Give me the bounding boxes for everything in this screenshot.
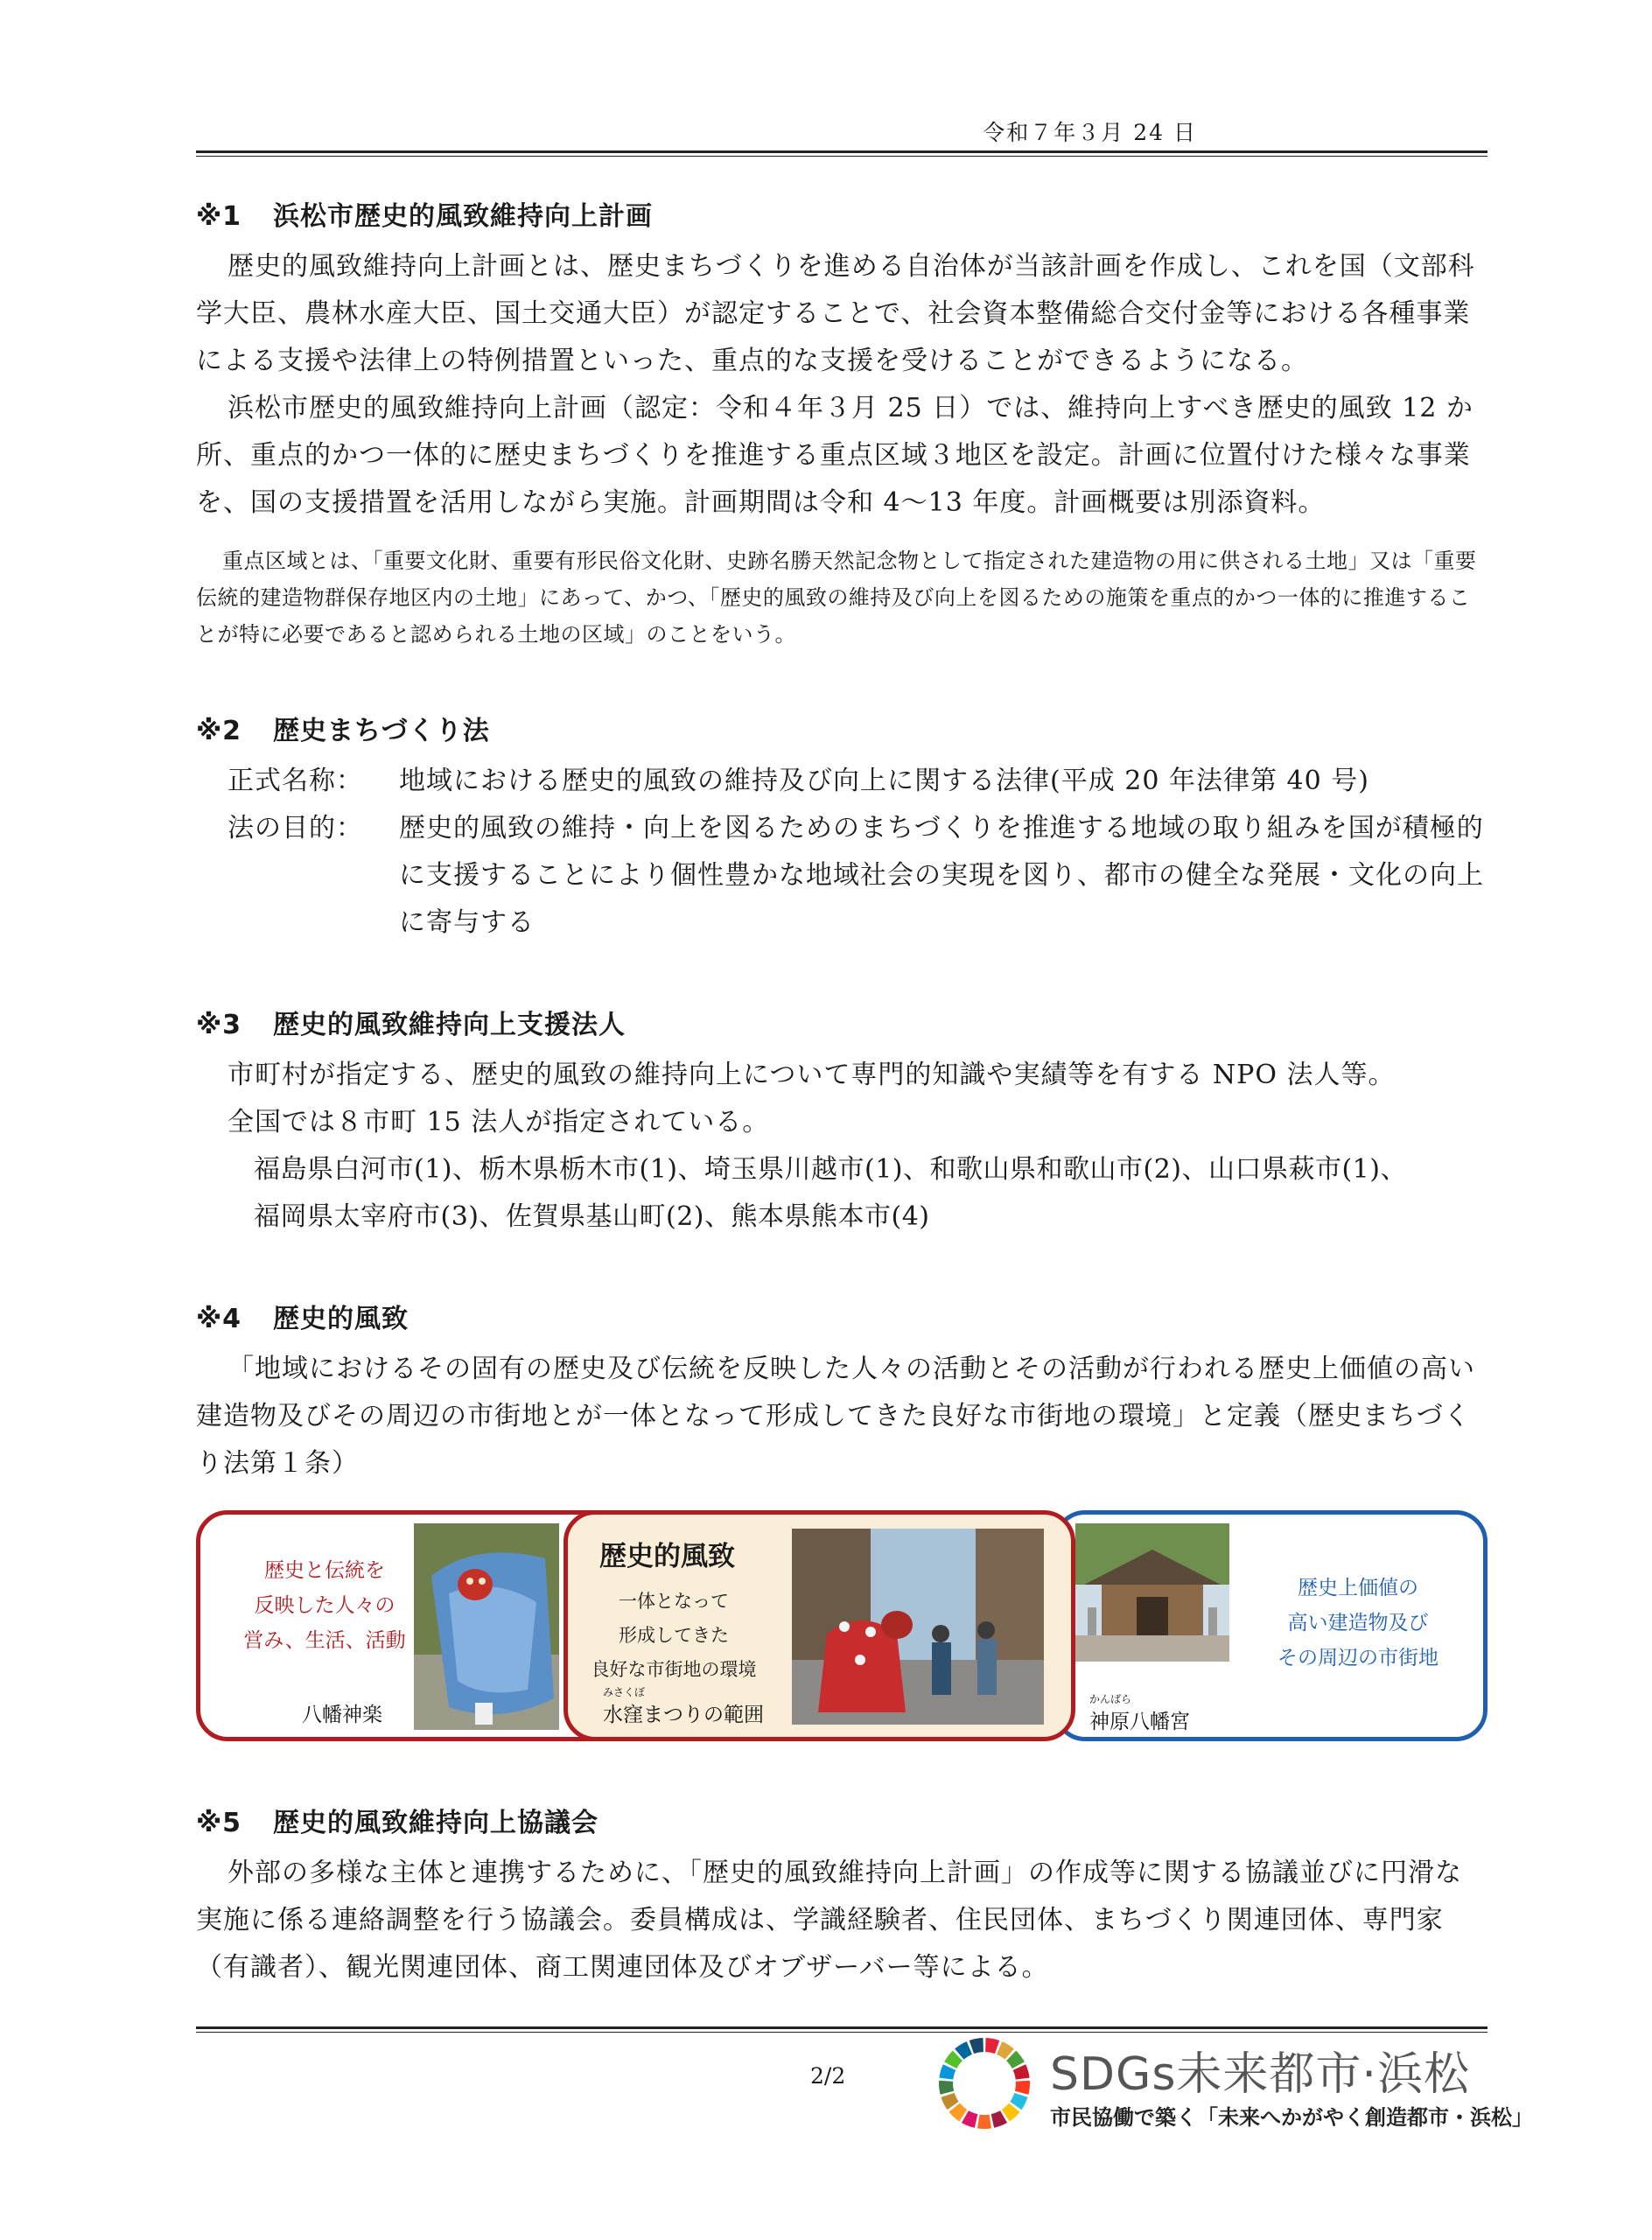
section-1-heading: ※1 浜松市歴史的風致維持向上計画 (196, 201, 653, 232)
historic-character-label: 一体となって 形成してきた 良好な市街地の環境 (591, 1591, 757, 1680)
sdgs-wheel-segment (946, 2068, 949, 2079)
sdgs-wheel-segment (971, 2045, 983, 2047)
sdgs-wheel-segment (1019, 2068, 1023, 2079)
footer-rule-thin (196, 2032, 1488, 2033)
sdgs-wheel-segment (950, 2055, 957, 2065)
misakubo-festival-photo (792, 1529, 1044, 1725)
sdgs-wheel-segment (978, 2121, 990, 2122)
law-purpose-label: 法の目的： (228, 813, 363, 844)
official-name-label: 正式名称： (228, 766, 363, 796)
hachiman-kagura-photo (414, 1523, 559, 1730)
document-body (196, 194, 1488, 1992)
sdgs-wheel-segment (955, 2108, 963, 2116)
sdgs-wheel-segment (965, 2117, 976, 2121)
section-1-note: 重点区域とは、「重要文化財、重要有形民俗文化財、史跡名勝天然記念物として指定された建造物の用に供される土地」又は「重要伝統的建造物群保存地区内の土地」にあって、かつ、「歴史的風致の維持及び向上を図るための施策を重点的かつ一体的に推進することが特に必要であると認められる土地の区域」のことをいう。 (196, 549, 1477, 647)
law-purpose-row (196, 805, 1488, 947)
sdgs-wheel-segment (946, 2081, 947, 2093)
page-number: 2/2 (810, 2063, 846, 2089)
sdgs-wheel-segment (985, 2045, 997, 2047)
kanbara-hachimangu-photo (1075, 1523, 1229, 1662)
sdgs-wheel-segment (999, 2048, 1010, 2054)
section-4-heading: ※4 歴史的風致 (196, 1304, 409, 1334)
sdgs-wheel-segment (1022, 2081, 1023, 2093)
section-2-heading: ※2 歴史まちづくり法 (196, 716, 490, 746)
buildings-box (1054, 1510, 1488, 1741)
header-rule (196, 150, 1488, 153)
section-5-heading: ※5 歴史的風致維持向上協議会 (196, 1808, 598, 1838)
sdgs-wheel-segment (948, 2095, 953, 2105)
sdgs-wheel-segment (1005, 2108, 1014, 2116)
section-3-heading: ※3 歴史的風致維持向上支援法人 (196, 1010, 626, 1040)
section-1-paragraph-1: 歴史的風致維持向上計画とは、歴史まちづくりを進める自治体が当該計画を作成し、これを国（文部科学大臣、農林水産大臣、国土交通大臣）が認定することで、社会資本整備総合交付金等における各種事業による支援や法律上の特例措置といった、重点的な支援を受けることができるようになる。 (196, 251, 1475, 376)
footer-rule (196, 2026, 1488, 2029)
activities-label: 歴史と伝統を 反映した人々の 営み、生活、活動 (243, 1559, 406, 1652)
sdgs-logo-subtitle: 市民協働で築く「未来へかがやく創造都市・浜松」 (1050, 2105, 1533, 2130)
historic-character-title: 歴史的風致 (599, 1541, 735, 1572)
buildings-label: 歴史上価値の 高い建造物及び その周辺の市街地 (1278, 1577, 1438, 1670)
document-date: 令和７年３月 24 日 (983, 120, 1197, 145)
header-rule-thin (196, 156, 1488, 157)
section-3-line-3: 福島県白河市(1)、栃木県栃木市(1)、埼玉県川越市(1)、和歌山県和歌山市(2)、山口県萩市(1)、 (254, 1154, 1407, 1185)
section-3-line-4: 福岡県太宰府市(3)、佐賀県基山町(2)、熊本県熊本市(4) (254, 1201, 930, 1232)
section-3-line-2: 全国では８市町 15 法人が指定されている。 (228, 1107, 770, 1138)
section-5 (196, 1801, 1488, 1992)
kanbara-hachimangu-caption: かんばら 神原八幡宮 (1089, 1693, 1190, 1733)
official-name-row (196, 758, 1488, 805)
historic-character-diagram (196, 1510, 1488, 1748)
law-purpose-value: 歴史的風致の維持・向上を図るためのまちづくりを推進する地域の取り組みを国が積極的に支援することにより個性豊かな地域社会の実現を図り、都市の健全な発展・文化の向上に寄与する (399, 813, 1484, 938)
section-4 (196, 1297, 1488, 1748)
section-3-line-1: 市町村が指定する、歴史的風致の維持向上について専門的知識や実績等を有する NPO 法人等。 (228, 1060, 1396, 1090)
sdgs-logo-title: SDGs未来都市·浜松 (1050, 2048, 1470, 2101)
sdgs-logo (936, 2035, 1533, 2132)
misakubo-festival-caption: みさくぼ 水窪まつりの範囲 (603, 1686, 764, 1726)
section-1 (196, 194, 1488, 653)
section-3 (196, 1003, 1488, 1241)
hachiman-kagura-caption: 八幡神楽 (302, 1704, 382, 1726)
sdgs-wheel-icon (936, 2035, 1032, 2132)
sdgs-wheel-segment (959, 2048, 970, 2054)
section-4-paragraph: 「地域におけるその固有の歴史及び伝統を反映した人々の活動とその活動が行われる歴史上価値の高い建造物及びその周辺の市街地とが一体となって形成してきた良好な市街地の環境」と定義（歴史まちづくり法第１条） (196, 1354, 1475, 1479)
sdgs-wheel-segment (992, 2117, 1004, 2121)
section-2 (196, 709, 1488, 947)
sdgs-wheel-segment (1012, 2055, 1018, 2065)
section-5-paragraph: 外部の多様な主体と連携するために、「歴史的風致維持向上計画」の作成等に関する協議並びに円滑な実施に係る連絡調整を行う協議会。委員構成は、学識経験者、住民団体、まちづくり関連団体、専門家（有識者）、観光関連団体、商工関連団体及びオブザーバー等による。 (196, 1858, 1462, 1983)
sdgs-wheel-segment (1016, 2095, 1021, 2105)
historic-character-box (564, 1510, 1075, 1741)
official-name-value: 地域における歴史的風致の維持及び向上に関する法律(平成 20 年法律第 40 号) (399, 766, 1369, 796)
section-1-paragraph-2: 浜松市歴史的風致維持向上計画（認定：令和４年３月 25 日）では、維持向上すべき歴史的風致 12 か所、重点的かつ一体的に歴史まちづくりを推進する重点区域３地区を設定。計画に位置付けた様々な事業を、国の支援措置を活用しながら実施。計画期間は令和 4～13 年度。計画概要は別添資料。 (196, 393, 1474, 518)
